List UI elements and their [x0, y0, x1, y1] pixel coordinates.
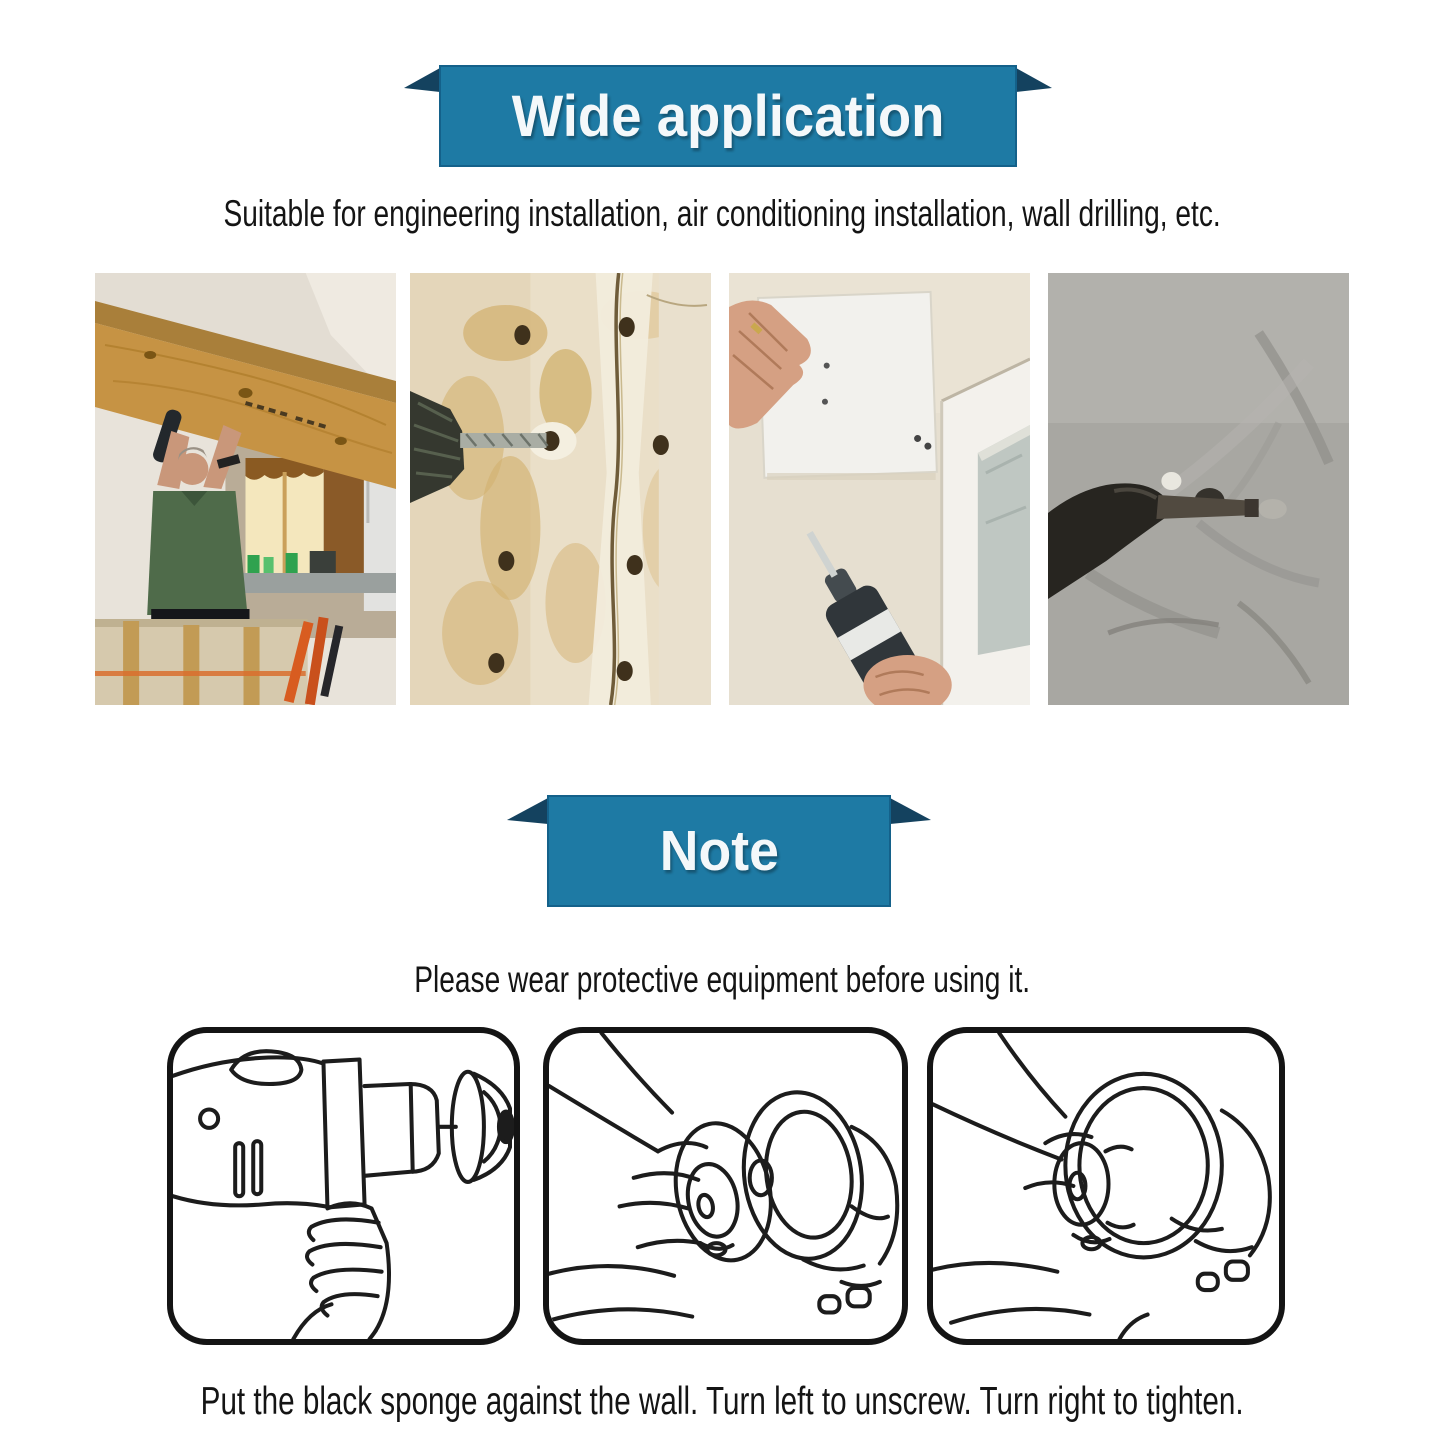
panel-installation-photo — [729, 273, 1030, 705]
wide-application-title — [440, 66, 1016, 166]
note-title-text: Note — [659, 819, 779, 883]
wide-application-banner — [398, 58, 1058, 173]
panel-installation-art — [729, 273, 1030, 705]
attach-collector-step-illustration — [167, 1027, 520, 1345]
hands-unscrew-cup-lineart — [549, 1033, 902, 1339]
wide-application-title-text: Wide application — [511, 83, 945, 149]
note-title — [548, 796, 890, 906]
applications-subtitle-text: Suitable for engineering installation, air conditioning installation, wall drilling, etc. — [223, 193, 1222, 234]
usage-caption-text: Put the black sponge against the wall. Turn left to unscrew. Turn right to tighten. — [201, 1380, 1244, 1423]
note-banner — [495, 786, 945, 911]
turn-left-unscrew-step-illustration — [543, 1027, 908, 1345]
hands-tighten-cup-lineart — [933, 1033, 1279, 1339]
plaster-drilling-art — [410, 273, 711, 705]
protective-equipment-note — [0, 954, 1445, 1006]
wall-drilling-plaster-photo — [410, 273, 711, 705]
turn-right-tighten-step-illustration — [927, 1027, 1285, 1345]
beam-installation-art — [95, 273, 396, 705]
concrete-drilling-art — [1048, 273, 1349, 705]
drill-with-cup-lineart — [173, 1033, 514, 1339]
engineering-installation-photo — [95, 273, 396, 705]
concrete-drilling-photo — [1048, 273, 1349, 705]
applications-subtitle — [0, 188, 1445, 240]
protective-equipment-note-text: Please wear protective equipment before using it. — [414, 959, 1031, 1000]
usage-caption — [0, 1374, 1445, 1430]
